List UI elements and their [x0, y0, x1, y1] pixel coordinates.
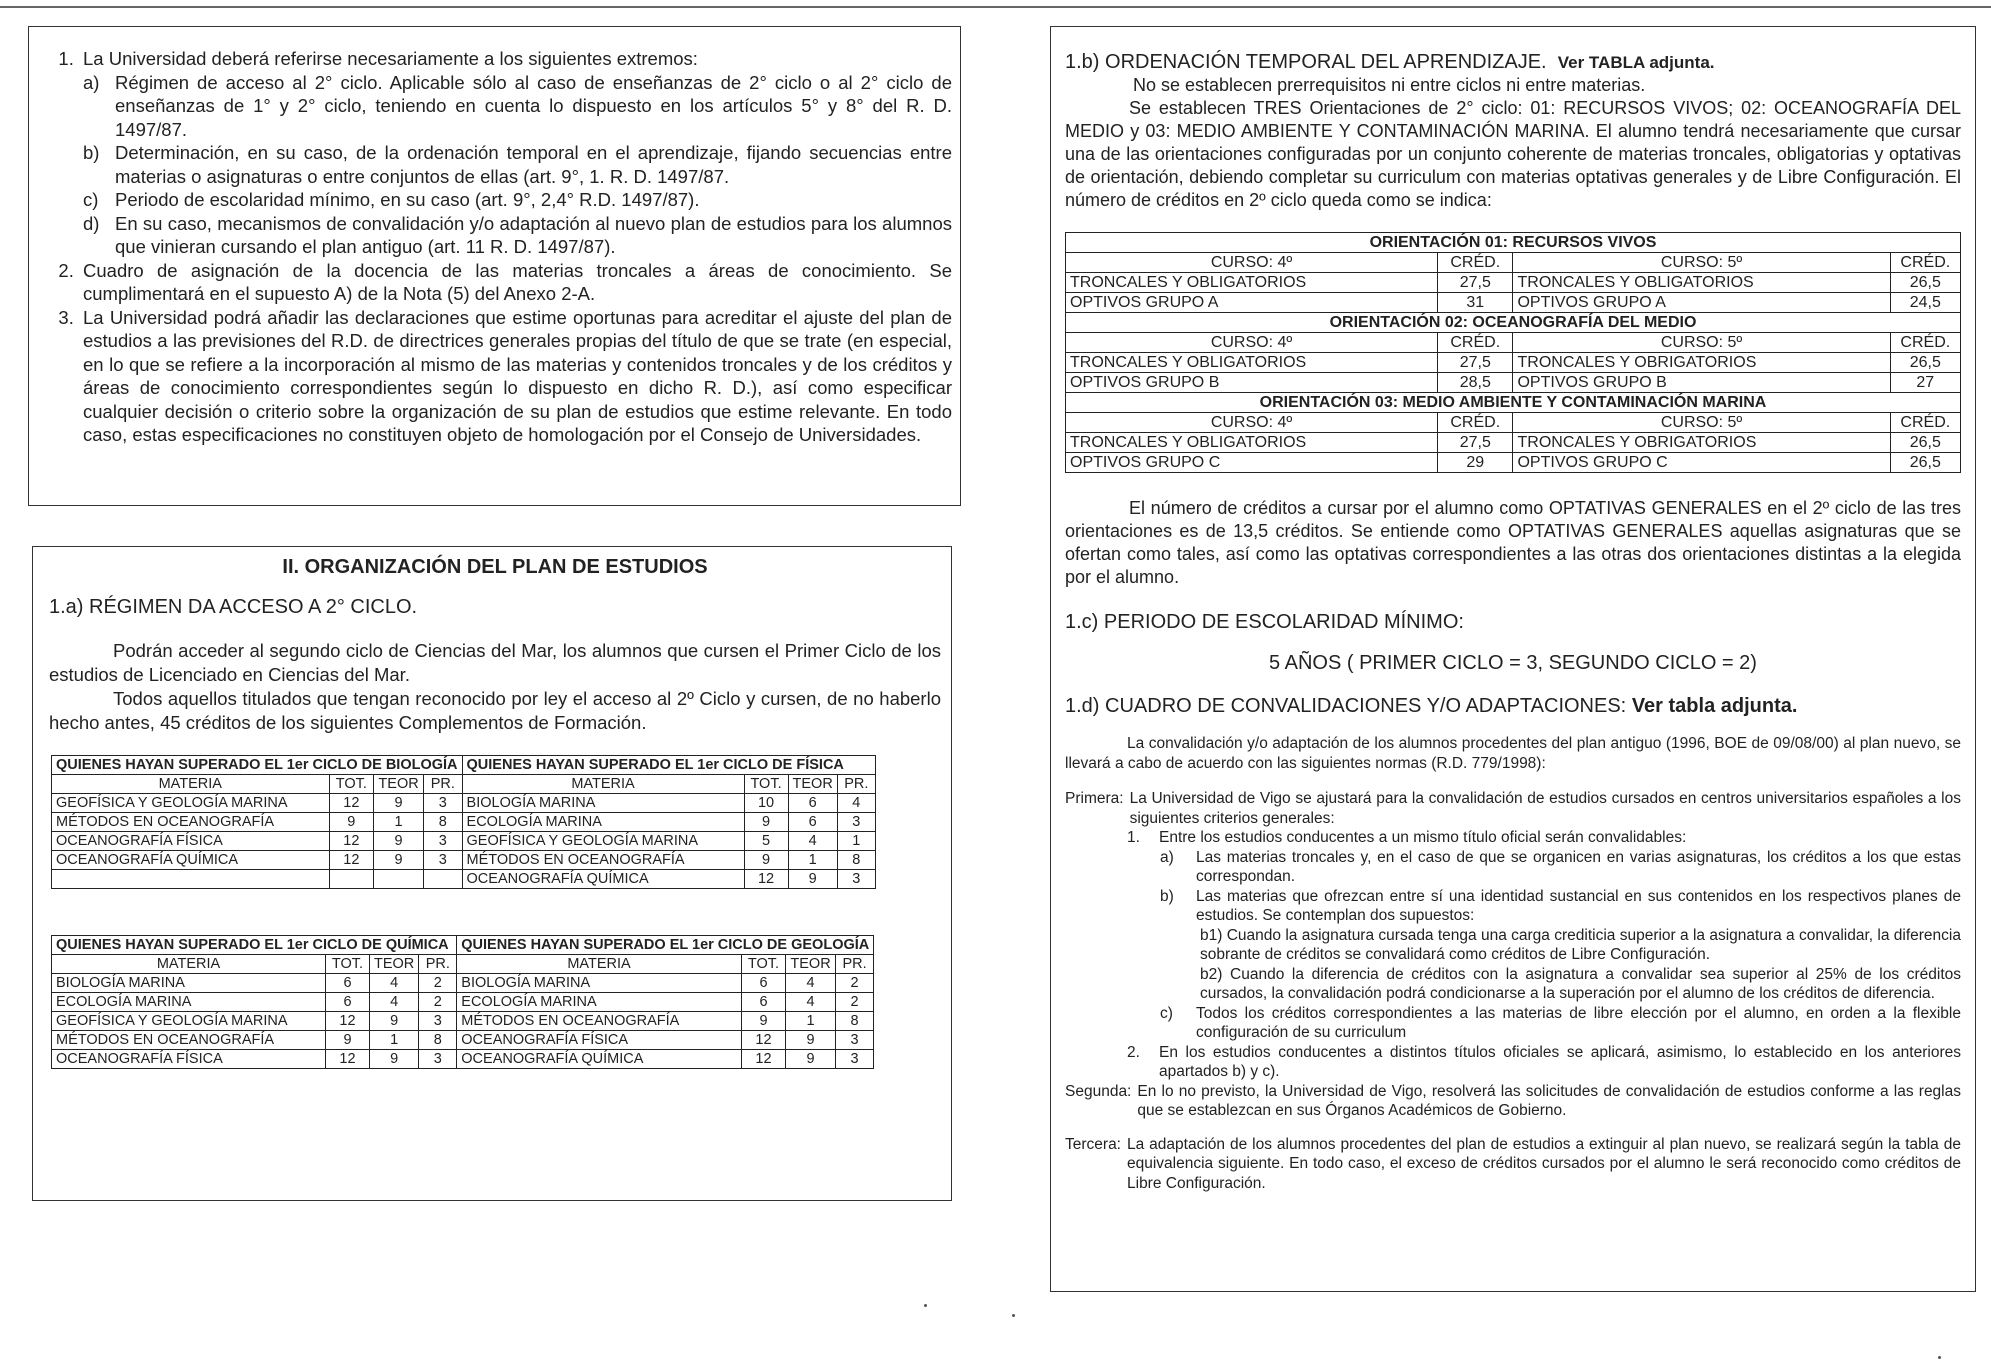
table-row	[52, 832, 876, 851]
table-cell: MÉTODOS EN OCEANOGRAFÍA	[52, 813, 330, 832]
table-cell: 4	[837, 794, 875, 813]
table-cell: 9	[741, 1012, 785, 1031]
curso-5-header: CURSO: 5º	[1513, 333, 1890, 353]
organization-title: II. ORGANIZACIÓN DEL PLAN DE ESTUDIOS	[282, 556, 708, 578]
instructions-list	[49, 47, 952, 447]
credits-value: 26,5	[1890, 453, 1960, 473]
table-cell: OCEANOGRAFÍA QUÍMICA	[462, 870, 744, 889]
table-cell: 9	[786, 1050, 836, 1069]
cred-header: CRÉD.	[1438, 333, 1513, 353]
subject-group: TRONCALES Y OBLIGATORIOS	[1066, 353, 1438, 373]
subject-group: OPTIVOS GRUPO B	[1513, 373, 1890, 393]
table-cell: 5	[744, 832, 788, 851]
table-cell: 6	[326, 993, 370, 1012]
sub-item-c: c) Periodo de escolaridad mínimo, en su caso (art. 9°, 2,4° R.D. 1497/87).	[83, 189, 700, 210]
cred-header: CRÉD.	[1890, 413, 1960, 433]
instructions-box	[28, 26, 961, 506]
table-cell: 2	[419, 974, 457, 993]
table-cell: 3	[837, 870, 875, 889]
instruction-1	[79, 47, 952, 259]
column-header: TOT.	[326, 955, 370, 974]
column-header: MATERIA	[457, 955, 742, 974]
column-header: TEOR	[370, 955, 419, 974]
table-cell: OCEANOGRAFÍA FÍSICA	[52, 832, 330, 851]
complements-table	[51, 935, 874, 1069]
credits-value: 27	[1890, 373, 1960, 393]
table-cell: 4	[788, 832, 837, 851]
scan-speck	[1012, 1314, 1015, 1317]
table-cell: 9	[744, 851, 788, 870]
column-header: TOT.	[329, 775, 374, 794]
table-cell: 12	[741, 1050, 785, 1069]
credits-value: 27,5	[1438, 273, 1513, 293]
table-cell: 9	[374, 794, 424, 813]
table-cell: 6	[741, 993, 785, 1012]
rule-1a: a) Las materias troncales y, en el caso de que se organicen en varias asignaturas, los créditos a los que estas correspondan.	[1160, 848, 1961, 885]
table-row	[52, 1031, 874, 1050]
table-cell: GEOFÍSICA Y GEOLOGÍA MARINA	[52, 1012, 326, 1031]
table-cell: 3	[424, 832, 463, 851]
table-right-title: QUIENES HAYAN SUPERADO EL 1er CICLO DE FÍSICA	[462, 756, 875, 775]
table-cell: 1	[786, 1012, 836, 1031]
rule-primera: Primera: La Universidad de Vigo se ajustará para la convalidación de estudios cursados en centros universitarios españoles a los siguientes criterios generales:	[1065, 790, 1961, 827]
table-cell: OCEANOGRAFÍA FÍSICA	[52, 1050, 326, 1069]
subject-group: OPTIVOS GRUPO A	[1513, 293, 1890, 313]
complements-table	[51, 755, 876, 889]
organization-box	[32, 546, 952, 1201]
sub-item-d: d) En su caso, mecanismos de convalidación y/o adaptación al nuevo plan de estudios para los alumnos que vinieran cursando el plan antiguo (art. 11 R. D. 1497/87).	[83, 212, 952, 257]
instruction-3: 3. La Universidad podrá añadir las declaraciones que estime oportunas para acreditar el ajuste del plan de estudios a las previsiones del R.D. de directrices generales propias del título de que se trate (en especial, en lo que se refiere a la incorporación al mismo de las materias y contenidos troncales y de los créditos y áreas de conocimiento correspondientes según lo dispuesto en dicho R. D.), así como especificar cualquier decisión o criterio sobre la organización de su plan de estudios que estime relevante. En todo caso, estas especificaciones no constituyen objeto de homologación por el Consejo de Universidades.	[79, 306, 952, 447]
right-column-box	[1050, 26, 1976, 1292]
table-cell: 3	[837, 813, 875, 832]
sub-item-b: b) Determinación, en su caso, de la ordenación temporal en el aprendizaje, fijando secuencias entre materias o asignaturas o entre conjuntos de ellas (art. 9°, 1. R. D. 1497/87.	[83, 142, 952, 187]
instruction-1-sublist	[83, 71, 952, 259]
scan-speck	[924, 1304, 927, 1307]
column-header: PR.	[837, 775, 875, 794]
table-row	[52, 794, 876, 813]
orientation-row	[1066, 293, 1961, 313]
orientation-row	[1066, 353, 1961, 373]
orientation-row	[1066, 273, 1961, 293]
column-header: MATERIA	[52, 775, 330, 794]
table-cell: 9	[370, 1050, 419, 1069]
rule-1c: c) Todos los créditos correspondientes a las materias de libre elección por el alumno, en orden a la flexible configuración de su curriculum	[1160, 1004, 1961, 1041]
column-header: TEOR	[788, 775, 837, 794]
sub-item-a: a) Régimen de acceso al 2° ciclo. Aplicable sólo al caso de enseñanzas de 2° ciclo o al 2° ciclo de enseñanzas de 1° y 2° ciclo, teniendo en cuenta lo dispuesto en los artículos 5° y 8° del R. D. 1497/87.	[83, 71, 952, 140]
table-row	[52, 851, 876, 870]
table-cell: 9	[329, 813, 374, 832]
table-cell: 6	[788, 794, 837, 813]
table-left-title: QUIENES HAYAN SUPERADO EL 1er CICLO DE BIOLOGÍA	[52, 756, 463, 775]
cred-header: CRÉD.	[1890, 253, 1960, 273]
subject-group: TRONCALES Y OBLIGATORIOS	[1513, 273, 1890, 293]
table-cell: 8	[419, 1031, 457, 1050]
rule-2: 2. En los estudios conducentes a distintos títulos oficiales se aplicará, asimismo, lo establecido en los anteriores apartados b) y c).	[1127, 1043, 1961, 1080]
orientation-title: ORIENTACIÓN 01: RECURSOS VIVOS	[1066, 233, 1961, 253]
curso-4-header: CURSO: 4º	[1066, 413, 1438, 433]
rule-1b2: b2) Cuando la diferencia de créditos con la asignatura a convalidar sea superior al 25% de los créditos cursados, la convalidación podrá condicionarse a la superación por el alumno de los créditos de diferencia.	[1200, 965, 1961, 1002]
access-paragraph-1: Podrán acceder al segundo ciclo de Ciencias del Mar, los alumnos que cursen el Primer Ciclo de los estudios de Licenciado en Ciencias del Mar.	[49, 640, 941, 685]
table-cell: 4	[370, 993, 419, 1012]
table-cell: MÉTODOS EN OCEANOGRAFÍA	[457, 1012, 742, 1031]
column-header: TEOR	[374, 775, 424, 794]
table-cell: 1	[374, 813, 424, 832]
table-cell: OCEANOGRAFÍA QUÍMICA	[457, 1050, 742, 1069]
table-cell: 9	[326, 1031, 370, 1050]
cred-header: CRÉD.	[1890, 333, 1960, 353]
credits-value: 27,5	[1438, 433, 1513, 453]
table-cell: BIOLOGÍA MARINA	[462, 794, 744, 813]
optativas-paragraph: El número de créditos a cursar por el alumno como OPTATIVAS GENERALES en el 2º ciclo de las tres orientaciones es de 13,5 créditos. Se entiende como OPTATIVAS GENERALES aquellas asignaturas que se ofertan como tales, así como las optativas correspondientes a las otras dos orientaciones distintas a la elegida por el alumno.	[1065, 498, 1961, 587]
orientation-title-row	[1066, 313, 1961, 333]
credits-value: 28,5	[1438, 373, 1513, 393]
table-cell: OCEANOGRAFÍA FÍSICA	[457, 1031, 742, 1050]
table-cell: 6	[741, 974, 785, 993]
table-cell: 8	[424, 813, 463, 832]
credits-value: 26,5	[1890, 273, 1960, 293]
credits-value: 26,5	[1890, 433, 1960, 453]
subject-group: OPTIVOS GRUPO A	[1066, 293, 1438, 313]
subject-group: TRONCALES Y OBLIGATORIOS	[1066, 273, 1438, 293]
table-cell: 3	[424, 851, 463, 870]
table-cell: OCEANOGRAFÍA QUÍMICA	[52, 851, 330, 870]
table-cell: 8	[837, 851, 875, 870]
table-title-row	[52, 936, 874, 955]
curso-4-header: CURSO: 4º	[1066, 253, 1438, 273]
top-rule	[0, 6, 1991, 8]
subject-group: TRONCALES Y OBLIGATORIOS	[1066, 433, 1438, 453]
column-header: MATERIA	[462, 775, 744, 794]
access-paragraph-2: Todos aquellos titulados que tengan reconocido por ley el acceso al 2º Ciclo y cursen, de no haberlo hecho antes, 45 créditos de los siguientes Complementos de Formación.	[49, 688, 941, 733]
table-cell: 4	[370, 974, 419, 993]
table-cell: 12	[329, 832, 374, 851]
orientation-title: ORIENTACIÓN 02: OCEANOGRAFÍA DEL MEDIO	[1066, 313, 1961, 333]
table-cell: 9	[374, 832, 424, 851]
instruction-2: 2. Cuadro de asignación de la docencia de las materias troncales a áreas de conocimiento. Se cumplimentará en el supuesto A) de la Nota (5) del Anexo 2-A.	[79, 259, 952, 306]
section-1c-heading: 1.c) PERIODO DE ESCOLARIDAD MÍNIMO:	[1065, 611, 1464, 633]
table-cell	[329, 870, 374, 889]
column-header: PR.	[424, 775, 463, 794]
orientation-row	[1066, 373, 1961, 393]
table-cell: MÉTODOS EN OCEANOGRAFÍA	[462, 851, 744, 870]
credits-value: 26,5	[1890, 353, 1960, 373]
table-row	[52, 870, 876, 889]
orientation-title-row	[1066, 393, 1961, 413]
table-cell: GEOFÍSICA Y GEOLOGÍA MARINA	[462, 832, 744, 851]
table-cell: 8	[835, 1012, 873, 1031]
table-cell: 3	[835, 1031, 873, 1050]
rule-tercera: Tercera: La adaptación de los alumnos procedentes del plan de estudios a extinguir al plan nuevo, se realizará según la tabla de equivalencia siguiente. En todo caso, el exceso de créditos cursados por el alumno le será reconocido como créditos de Libre Configuración.	[1065, 1135, 1961, 1192]
table-cell: 6	[788, 813, 837, 832]
table-header-row	[52, 955, 874, 974]
table-cell: 1	[788, 851, 837, 870]
table-cell: 12	[741, 1031, 785, 1050]
rule-segunda: Segunda: En lo no previsto, la Universidad de Vigo, resolverá las solicitudes de convalidación de estudios conforme a las reglas que se establezcan en sus Órganos Académicos de Gobierno.	[1065, 1082, 1961, 1119]
subject-group: OPTIVOS GRUPO C	[1513, 453, 1890, 473]
convalidation-rules	[1065, 734, 1961, 1193]
table-row	[52, 1050, 874, 1069]
table-cell: BIOLOGÍA MARINA	[52, 974, 326, 993]
table-cell: 9	[370, 1012, 419, 1031]
table-left-title: QUIENES HAYAN SUPERADO EL 1er CICLO DE QUÍMICA	[52, 936, 457, 955]
column-header: TOT.	[741, 955, 785, 974]
orientation-header-row	[1066, 413, 1961, 433]
table-cell: 12	[326, 1012, 370, 1031]
table-cell: ECOLOGÍA MARINA	[457, 993, 742, 1012]
orientation-header-row	[1066, 333, 1961, 353]
scan-speck	[1938, 1356, 1941, 1359]
table-cell: GEOFÍSICA Y GEOLOGÍA MARINA	[52, 794, 330, 813]
years-text: 5 AÑOS ( PRIMER CICLO = 3, SEGUNDO CICLO = 2)	[1269, 652, 1757, 674]
table-cell	[374, 870, 424, 889]
table-right-title: QUIENES HAYAN SUPERADO EL 1er CICLO DE GEOLOGÍA	[457, 936, 874, 955]
table-title-row	[52, 756, 876, 775]
table-cell: 3	[835, 1050, 873, 1069]
table-cell	[424, 870, 463, 889]
section-1d-heading: 1.d) CUADRO DE CONVALIDACIONES Y/O ADAPTACIONES: Ver tabla adjunta.	[1065, 695, 1798, 717]
table-cell: 9	[788, 870, 837, 889]
credits-value: 24,5	[1890, 293, 1960, 313]
subject-group: OPTIVOS GRUPO B	[1066, 373, 1438, 393]
table-cell: 3	[419, 1012, 457, 1031]
table-cell: 12	[329, 851, 374, 870]
table-cell: 1	[837, 832, 875, 851]
table-cell: 10	[744, 794, 788, 813]
subject-group: TRONCALES Y OBRIGATORIOS	[1513, 433, 1890, 453]
column-header: PR.	[835, 955, 873, 974]
orientations-paragraph: Se establecen TRES Orientaciones de 2° ciclo: 01: RECURSOS VIVOS; 02: OCEANOGRAFÍA DEL MEDIO y 03: MEDIO AMBIENTE Y CONTAMINACIÓN MARINA. El alumno tendrá necesariamente que cursar una de las orientaciones configuradas por un conjunto coherente de materias troncales, obligatorias y optativas de orientación, debiendo completar su curriculum con materias optativas generales y de Libre Configuración. El número de créditos en 2º ciclo queda como se indica:	[1065, 98, 1961, 210]
table-cell: 2	[835, 993, 873, 1012]
table-row	[52, 1012, 874, 1031]
table-cell: 12	[744, 870, 788, 889]
curso-5-header: CURSO: 5º	[1513, 253, 1890, 273]
section-1a-heading: 1.a) RÉGIMEN DA ACCESO A 2° CICLO.	[49, 596, 418, 618]
orientation-title: ORIENTACIÓN 03: MEDIO AMBIENTE Y CONTAMINACIÓN MARINA	[1066, 393, 1961, 413]
table-cell: 4	[786, 974, 836, 993]
prerequisites-text: No se establecen prerrequisitos ni entre ciclos ni entre materias.	[1133, 75, 1646, 95]
curso-4-header: CURSO: 4º	[1066, 333, 1438, 353]
subject-group: TRONCALES Y OBRIGATORIOS	[1513, 353, 1890, 373]
curso-5-header: CURSO: 5º	[1513, 413, 1890, 433]
column-header: TOT.	[744, 775, 788, 794]
table-cell: 6	[326, 974, 370, 993]
table-row	[52, 813, 876, 832]
table-cell: 9	[744, 813, 788, 832]
credits-value: 31	[1438, 293, 1513, 313]
table-cell	[52, 870, 330, 889]
orientation-credits-table	[1065, 232, 1961, 473]
orientation-title-row	[1066, 233, 1961, 253]
table-cell: MÉTODOS EN OCEANOGRAFÍA	[52, 1031, 326, 1050]
column-header: PR.	[419, 955, 457, 974]
table-cell: 9	[786, 1031, 836, 1050]
rule-1b1: b1) Cuando la asignatura cursada tenga una carga crediticia superior a la asignatura a convalidar, la diferencia sobrante de créditos se convalidará como créditos de Libre Configuración.	[1200, 926, 1961, 963]
table-cell: 2	[835, 974, 873, 993]
subject-group: OPTIVOS GRUPO C	[1066, 453, 1438, 473]
instruction-1-text: La Universidad deberá referirse necesariamente a los siguientes extremos:	[83, 48, 698, 69]
table-header-row	[52, 775, 876, 794]
column-header: TEOR	[786, 955, 836, 974]
orientation-row	[1066, 453, 1961, 473]
complements-tables	[49, 755, 941, 1069]
table-cell: BIOLOGÍA MARINA	[457, 974, 742, 993]
section-1b-heading: 1.b) ORDENACIÓN TEMPORAL DEL APRENDIZAJE. Ver TABLA adjunta.	[1065, 51, 1715, 73]
convalidation-intro: La convalidación y/o adaptación de los alumnos procedentes del plan antiguo (1996, BOE de 09/08/00) al plan nuevo, se llevará a cabo de acuerdo con las siguientes normas (R.D. 779/1998):	[1065, 735, 1961, 772]
table-row	[52, 974, 874, 993]
credits-value: 27,5	[1438, 353, 1513, 373]
table-cell: ECOLOGÍA MARINA	[462, 813, 744, 832]
table-row	[52, 993, 874, 1012]
table-cell: 2	[419, 993, 457, 1012]
table-cell: 3	[424, 794, 463, 813]
table-cell: 12	[329, 794, 374, 813]
orientations-table	[1065, 232, 1961, 473]
cred-header: CRÉD.	[1438, 253, 1513, 273]
table-cell: 1	[370, 1031, 419, 1050]
rule-1b: b) Las materias que ofrezcan entre sí una identidad sustancial en sus contenidos en los respectivos planes de estudios. Se contemplan dos supuestos:	[1160, 887, 1961, 924]
rule-1: 1. Entre los estudios conducentes a un mismo título oficial serán convalidables:	[1127, 829, 1687, 846]
cred-header: CRÉD.	[1438, 413, 1513, 433]
column-header: MATERIA	[52, 955, 326, 974]
credits-value: 29	[1438, 453, 1513, 473]
orientation-header-row	[1066, 253, 1961, 273]
table-cell: 12	[326, 1050, 370, 1069]
table-cell: ECOLOGÍA MARINA	[52, 993, 326, 1012]
table-cell: 9	[374, 851, 424, 870]
orientation-row	[1066, 433, 1961, 453]
table-cell: 4	[786, 993, 836, 1012]
table-cell: 3	[419, 1050, 457, 1069]
